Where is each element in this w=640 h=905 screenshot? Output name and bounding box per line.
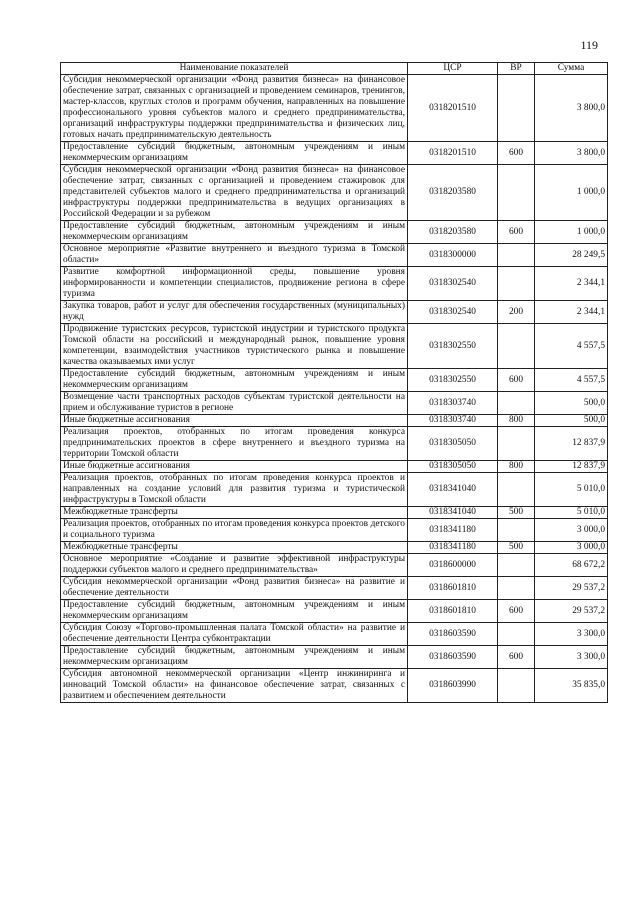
cell-name: Субсидия некоммерческой организации «Фонд развития бизнеса» на развитие и обеспечение деятельности <box>61 577 408 600</box>
table-row <box>61 554 608 577</box>
cell-sum: 3 000,0 <box>535 542 608 554</box>
cell-sum: 4 557,5 <box>535 369 608 392</box>
cell-vr: 600 <box>498 221 535 244</box>
table-row <box>61 577 608 600</box>
column-header-csr: ЦСР <box>408 63 498 75</box>
cell-csr: 0318603590 <box>408 623 498 646</box>
cell-name: Основное мероприятие «Создание и развитие эффективной инфраструктуры поддержки субъектов малого и среднего предпринимательства» <box>61 554 408 577</box>
table-row <box>61 507 608 519</box>
cell-sum: 12 837,9 <box>535 461 608 473</box>
cell-csr: 0318203580 <box>408 165 498 221</box>
cell-sum: 2 344,1 <box>535 301 608 324</box>
cell-vr <box>498 392 535 415</box>
cell-csr: 0318302540 <box>408 267 498 301</box>
cell-name: Предоставление субсидий бюджетным, автономным учреждениям и иным некоммерческим организациям <box>61 221 408 244</box>
column-header-vr: ВР <box>498 63 535 75</box>
cell-name: Межбюджетные трансферты <box>61 542 408 554</box>
cell-vr <box>498 427 535 461</box>
page-number: 119 <box>580 38 598 52</box>
cell-vr: 600 <box>498 369 535 392</box>
cell-name: Субсидия некоммерческой организации «Фонд развития бизнеса» на финансовое обеспечение затрат, связанных с организацией и проведением стажировок для представителей субъектов малого и среднего предпринимательства и организаций инфраструктуры поддержки предпринимательства в ведущих организациях в Российской Федерации и за рубежом <box>61 165 408 221</box>
cell-csr: 0318600000 <box>408 554 498 577</box>
cell-sum: 4 557,5 <box>535 324 608 369</box>
cell-name: Предоставление субсидий бюджетным, автономным учреждениям и иным некоммерческим организациям <box>61 600 408 623</box>
cell-csr: 0318203580 <box>408 221 498 244</box>
column-header-sum: Сумма <box>535 63 608 75</box>
cell-csr: 0318341040 <box>408 507 498 519</box>
cell-name: Иные бюджетные ассигнования <box>61 415 408 427</box>
cell-sum: 5 010,0 <box>535 473 608 507</box>
table-row <box>61 669 608 703</box>
table-row <box>61 415 608 427</box>
table-row <box>61 301 608 324</box>
table-row <box>61 623 608 646</box>
table-row <box>61 165 608 221</box>
cell-name: Основное мероприятие «Развитие внутреннего и въездного туризма в Томской области» <box>61 244 408 267</box>
cell-name: Межбюджетные трансферты <box>61 507 408 519</box>
table-row <box>61 461 608 473</box>
cell-csr: 0318305050 <box>408 461 498 473</box>
cell-sum: 12 837,9 <box>535 427 608 461</box>
cell-name: Субсидия автономной некоммерческой организации «Центр инжиниринга и инноваций Томской области» на финансовое обеспечение затрат, связанных с развитием и обеспечением деятельности <box>61 669 408 703</box>
cell-vr <box>498 577 535 600</box>
cell-name: Возмещение части транспортных расходов субъектам туристской деятельности на прием и обслуживание туристов в регионе <box>61 392 408 415</box>
table-row <box>61 519 608 542</box>
cell-name: Предоставление субсидий бюджетным, автономным учреждениям и иным некоммерческим организациям <box>61 646 408 669</box>
cell-sum: 29 537,2 <box>535 577 608 600</box>
cell-vr: 500 <box>498 542 535 554</box>
cell-vr <box>498 165 535 221</box>
cell-vr <box>498 75 535 142</box>
cell-vr <box>498 324 535 369</box>
cell-name: Предоставление субсидий бюджетным, автономным учреждениям и иным некоммерческим организациям <box>61 142 408 165</box>
table-row <box>61 369 608 392</box>
cell-sum: 35 835,0 <box>535 669 608 703</box>
cell-name: Закупка товаров, работ и услуг для обеспечения государственных (муниципальных) нужд <box>61 301 408 324</box>
table-row <box>61 267 608 301</box>
column-header-name: Наименование показателей <box>61 63 408 75</box>
cell-sum: 3 000,0 <box>535 519 608 542</box>
cell-csr: 0318302540 <box>408 301 498 324</box>
cell-sum: 68 672,2 <box>535 554 608 577</box>
cell-name: Субсидия некоммерческой организации «Фонд развития бизнеса» на финансовое обеспечение затрат, связанных с организацией и проведением семинаров, тренингов, мастер-классов, круглых столов и программ обучения, направленных на повышение профессионального уровня субъектов малого и среднего предпринимательства, организаций инфраструктуры поддержки предпринимательства и физических лиц, готовых начать предпринимательскую деятельность <box>61 75 408 142</box>
cell-csr: 0318603590 <box>408 646 498 669</box>
cell-sum: 29 537,2 <box>535 600 608 623</box>
cell-csr: 0318341040 <box>408 473 498 507</box>
cell-sum: 28 249,5 <box>535 244 608 267</box>
table-row <box>61 244 608 267</box>
cell-name: Реализация проектов, отобранных по итогам проведения конкурса проектов детского и социального туризма <box>61 519 408 542</box>
table-body <box>61 75 608 703</box>
cell-csr: 0318303740 <box>408 392 498 415</box>
cell-csr: 0318341180 <box>408 519 498 542</box>
table-header-row <box>61 63 608 75</box>
cell-name: Развитие комфортной информационной среды, повышение уровня информированности и компетенции специалистов, продвижение региона в сфере туризма <box>61 267 408 301</box>
table-row <box>61 542 608 554</box>
cell-sum: 1 000,0 <box>535 221 608 244</box>
cell-vr <box>498 623 535 646</box>
cell-name: Реализация проектов, отобранных по итогам проведения конкурса предпринимательских проектов в сфере внутреннего и въездного туризма на территории Томской области <box>61 427 408 461</box>
cell-csr: 0318300000 <box>408 244 498 267</box>
cell-vr <box>498 519 535 542</box>
cell-vr <box>498 244 535 267</box>
cell-vr: 600 <box>498 600 535 623</box>
cell-vr <box>498 473 535 507</box>
cell-name: Субсидия Союзу «Торгово-промышленная палата Томской области» на развитие и обеспечение деятельности Центра субконтрактации <box>61 623 408 646</box>
cell-csr: 0318341180 <box>408 542 498 554</box>
cell-sum: 5 010,0 <box>535 507 608 519</box>
cell-vr: 600 <box>498 646 535 669</box>
cell-vr <box>498 669 535 703</box>
cell-csr: 0318201510 <box>408 142 498 165</box>
table-row <box>61 324 608 369</box>
cell-csr: 0318603990 <box>408 669 498 703</box>
cell-csr: 0318601810 <box>408 577 498 600</box>
cell-name: Иные бюджетные ассигнования <box>61 461 408 473</box>
table-row <box>61 473 608 507</box>
table-row <box>61 142 608 165</box>
cell-name: Продвижение туристских ресурсов, туристской индустрии и туристского продукта Томской области на российский и международный рынок, повышение уровня компетенции, взаимодействия участников туристического рынка и повышение качества оказываемых ими услуг <box>61 324 408 369</box>
cell-vr: 200 <box>498 301 535 324</box>
cell-sum: 3 300,0 <box>535 623 608 646</box>
cell-sum: 500,0 <box>535 392 608 415</box>
cell-sum: 3 800,0 <box>535 75 608 142</box>
cell-sum: 500,0 <box>535 415 608 427</box>
table-row <box>61 221 608 244</box>
table-row <box>61 600 608 623</box>
cell-csr: 0318302550 <box>408 324 498 369</box>
cell-csr: 0318601810 <box>408 600 498 623</box>
table-row <box>61 75 608 142</box>
table-row <box>61 427 608 461</box>
cell-sum: 3 800,0 <box>535 142 608 165</box>
table-row <box>61 392 608 415</box>
cell-vr: 800 <box>498 461 535 473</box>
cell-sum: 2 344,1 <box>535 267 608 301</box>
cell-vr <box>498 554 535 577</box>
cell-csr: 0318305050 <box>408 427 498 461</box>
cell-csr: 0318302550 <box>408 369 498 392</box>
cell-name: Предоставление субсидий бюджетным, автономным учреждениям и иным некоммерческим организациям <box>61 369 408 392</box>
cell-sum: 1 000,0 <box>535 165 608 221</box>
cell-csr: 0318201510 <box>408 75 498 142</box>
cell-sum: 3 300,0 <box>535 646 608 669</box>
cell-name: Реализация проектов, отобранных по итогам проведения конкурса проектов и направленных на создание условий для развития туризма и туристической инфраструктуры в Томской области <box>61 473 408 507</box>
cell-vr <box>498 267 535 301</box>
cell-vr: 500 <box>498 507 535 519</box>
cell-csr: 0318303740 <box>408 415 498 427</box>
table-row <box>61 646 608 669</box>
cell-vr: 800 <box>498 415 535 427</box>
budget-table <box>60 62 608 703</box>
cell-vr: 600 <box>498 142 535 165</box>
